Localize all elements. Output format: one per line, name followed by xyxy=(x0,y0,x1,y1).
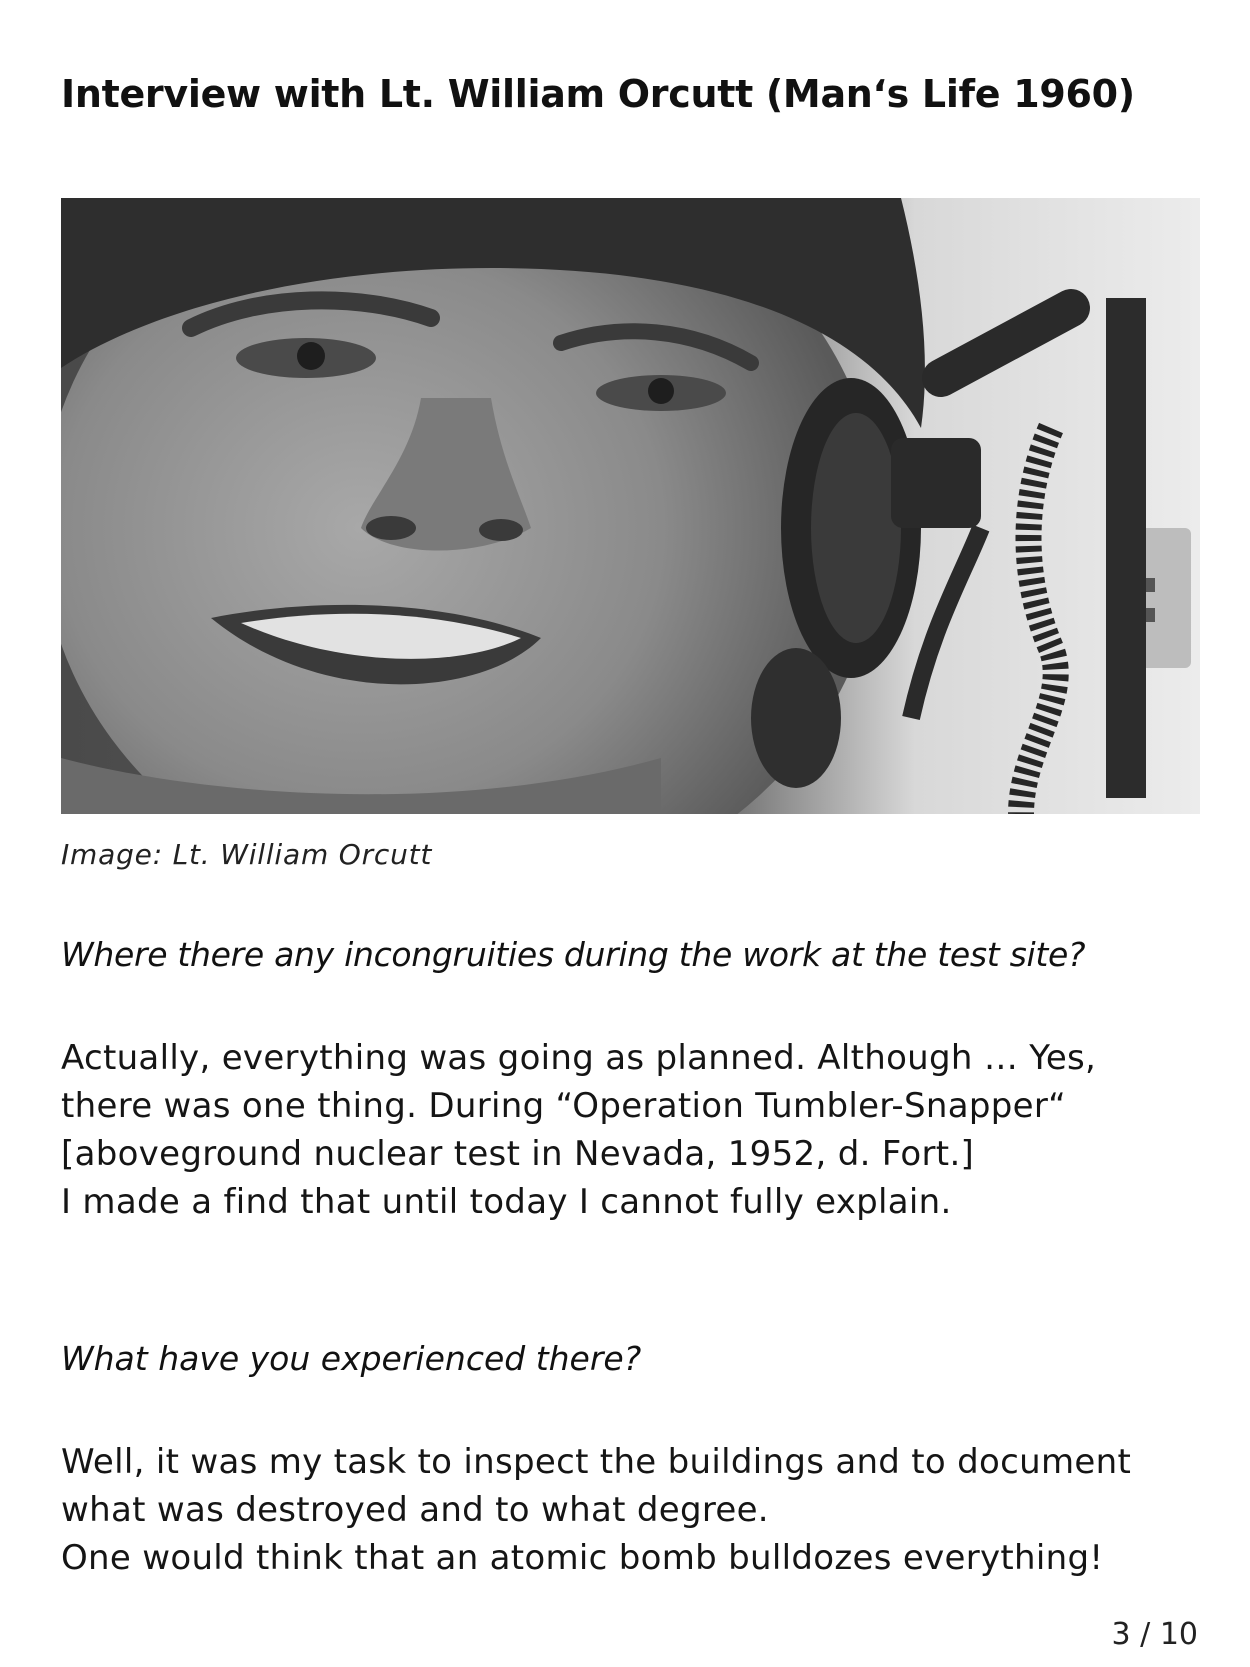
page-indicator: 3 / 10 xyxy=(1111,1617,1198,1652)
answer-line: Actually, everything was going as planned. Although … Yes, xyxy=(61,1038,1097,1078)
answer-line: what was destroyed and to what degree. xyxy=(61,1490,769,1530)
photo-caption: Image: Lt. William Orcutt xyxy=(61,838,433,871)
answer-line: there was one thing. During “Operation Tumbler-Snapper“ xyxy=(61,1086,1067,1126)
interview-answer xyxy=(61,1438,1131,1582)
interview-question: Where there any incongruities during the work at the test site? xyxy=(61,935,1086,974)
answer-line: [aboveground nuclear test in Nevada, 1952, d. Fort.] xyxy=(61,1134,975,1174)
answer-line: Well, it was my task to inspect the buildings and to document xyxy=(61,1442,1132,1482)
page-title: Interview with Lt. William Orcutt (Man‘s Life 1960) xyxy=(61,72,1135,116)
answer-line: One would think that an atomic bomb bulldozes everything! xyxy=(61,1538,1104,1578)
answer-line: I made a find that until today I cannot fully explain. xyxy=(61,1182,952,1222)
portrait-photo xyxy=(61,198,1200,814)
interview-answer xyxy=(61,1034,1096,1226)
interview-question: What have you experienced there? xyxy=(61,1339,642,1378)
